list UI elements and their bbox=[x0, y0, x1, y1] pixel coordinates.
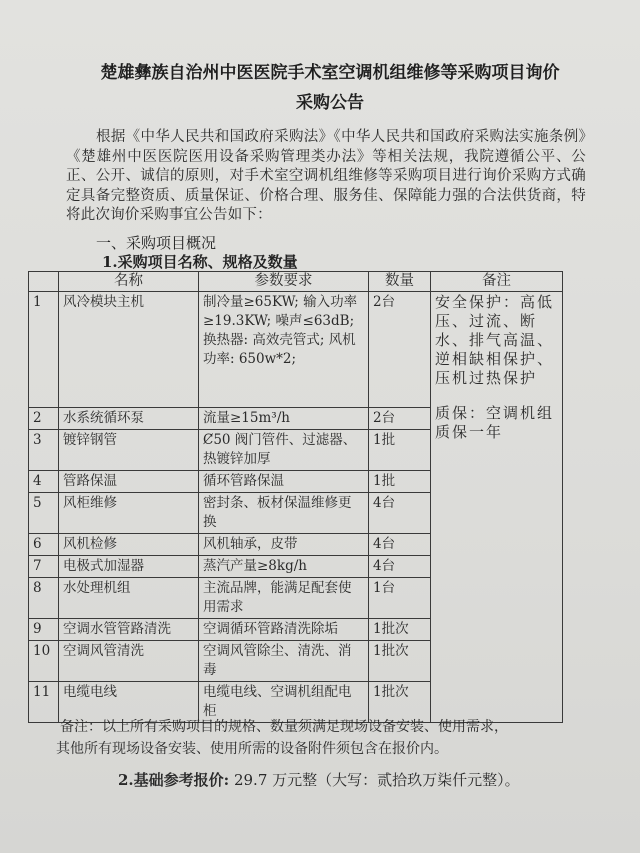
row-number: 3 bbox=[29, 430, 59, 471]
row-name: 风机检修 bbox=[59, 534, 199, 556]
row-spec: 空调循环管路清洗除垢 bbox=[199, 619, 369, 641]
row-name: 水系统循环泵 bbox=[59, 408, 199, 430]
row-qty: 2台 bbox=[369, 408, 431, 430]
row-number: 7 bbox=[29, 556, 59, 578]
header-name: 名称 bbox=[59, 272, 199, 292]
row-spec: 蒸汽产量≥8kg/h bbox=[199, 556, 369, 578]
header-qty: 数量 bbox=[369, 272, 431, 292]
row-spec: 制冷量≥65KW; 输入功率≥19.3KW; 噪声≤63dB; 换热器: 高效壳管式; 风机功率: 650w*2; bbox=[199, 292, 369, 408]
table-row bbox=[29, 292, 563, 408]
reference-price-label: 2.基础参考报价: bbox=[118, 771, 230, 789]
row-number: 11 bbox=[29, 682, 59, 723]
row-qty: 1批次 bbox=[369, 641, 431, 682]
row-number: 4 bbox=[29, 471, 59, 493]
document-title-line2: 采购公告 bbox=[296, 93, 364, 113]
header-spec: 参数要求 bbox=[199, 272, 369, 292]
row-qty: 1批 bbox=[369, 430, 431, 471]
intro-paragraph: 根据《中华人民共和国政府采购法》《中华人民共和国政府采购法实施条例》《楚雄州中医医院医用设备采购管理类办法》等相关法规，我院遵循公平、公正、公开、诚信的原则，对手术室空调机组维修等采购项目进行询价采购方式确定具备完整资质、质量保证、价格合理、服务佳、保障能力强的合法供货商，特将此次询价采购事宜公告如下： bbox=[66, 129, 586, 223]
row-name: 风冷模块主机 bbox=[59, 292, 199, 408]
row-number: 1 bbox=[29, 292, 59, 408]
table-remark bbox=[56, 716, 616, 760]
table-header-row bbox=[29, 272, 563, 292]
procurement-items-table bbox=[28, 271, 563, 723]
row-name: 水处理机组 bbox=[59, 578, 199, 619]
row-spec: 空调风管除尘、清洗、消毒 bbox=[199, 641, 369, 682]
row-qty: 1批 bbox=[369, 471, 431, 493]
row-name: 风柜维修 bbox=[59, 493, 199, 534]
section-heading-overview: 一、采购项目概况 bbox=[96, 234, 217, 252]
remark-line1: 备注：以上所有采购项目的规格、数量须满足现场设备安装、使用需求， bbox=[60, 719, 508, 735]
row-number: 8 bbox=[29, 578, 59, 619]
row-name: 电极式加湿器 bbox=[59, 556, 199, 578]
row-qty: 4台 bbox=[369, 556, 431, 578]
row-number: 5 bbox=[29, 493, 59, 534]
header-no bbox=[29, 272, 59, 292]
row-name: 空调风管清洗 bbox=[59, 641, 199, 682]
row-qty: 1批次 bbox=[369, 619, 431, 641]
note-protection: 安全保护：高低压、过流、断水、排气高温、逆相缺相保护、压机过热保护 bbox=[435, 293, 555, 387]
row-qty: 2台 bbox=[369, 292, 431, 408]
row-spec: Ȼ50 阀门管件、过滤器、热镀锌加厚 bbox=[199, 430, 369, 471]
section-heading-items: 1.采购项目名称、规格及数量 bbox=[102, 253, 298, 271]
reference-price-value: 29.7 万元整（大写：贰拾玖万柒仟元整）。 bbox=[229, 771, 520, 789]
remark-line2: 其他所有现场设备安装、使用所需的设备附件须包含在报价内。 bbox=[56, 741, 448, 757]
row-spec: 电缆电线、空调机组配电柜 bbox=[199, 682, 369, 723]
row-number: 2 bbox=[29, 408, 59, 430]
row-name: 镀锌钢管 bbox=[59, 430, 199, 471]
row-spec: 密封条、板材保温维修更换 bbox=[199, 493, 369, 534]
row-spec: 风机轴承，皮带 bbox=[199, 534, 369, 556]
header-note: 备注 bbox=[431, 272, 563, 292]
row-qty: 1批次 bbox=[369, 682, 431, 723]
row-number: 6 bbox=[29, 534, 59, 556]
note-warranty: 质保：空调机组质保一年 bbox=[435, 404, 555, 441]
row-name: 空调水管管路清洗 bbox=[59, 619, 199, 641]
document-title-line1: 楚雄彝族自治州中医医院手术室空调机组维修等采购项目询价 bbox=[100, 63, 560, 83]
row-qty: 4台 bbox=[369, 493, 431, 534]
row-name: 管路保温 bbox=[59, 471, 199, 493]
reference-price bbox=[118, 769, 520, 790]
row-qty: 1台 bbox=[369, 578, 431, 619]
row-qty: 4台 bbox=[369, 534, 431, 556]
row-name: 电缆电线 bbox=[59, 682, 199, 723]
row-number: 10 bbox=[29, 641, 59, 682]
row-spec: 流量≥15m³/h bbox=[199, 408, 369, 430]
row-spec: 主流品牌，能满足配套使用需求 bbox=[199, 578, 369, 619]
row-number: 9 bbox=[29, 619, 59, 641]
notes-cell bbox=[431, 292, 563, 723]
row-spec: 循环管路保温 bbox=[199, 471, 369, 493]
